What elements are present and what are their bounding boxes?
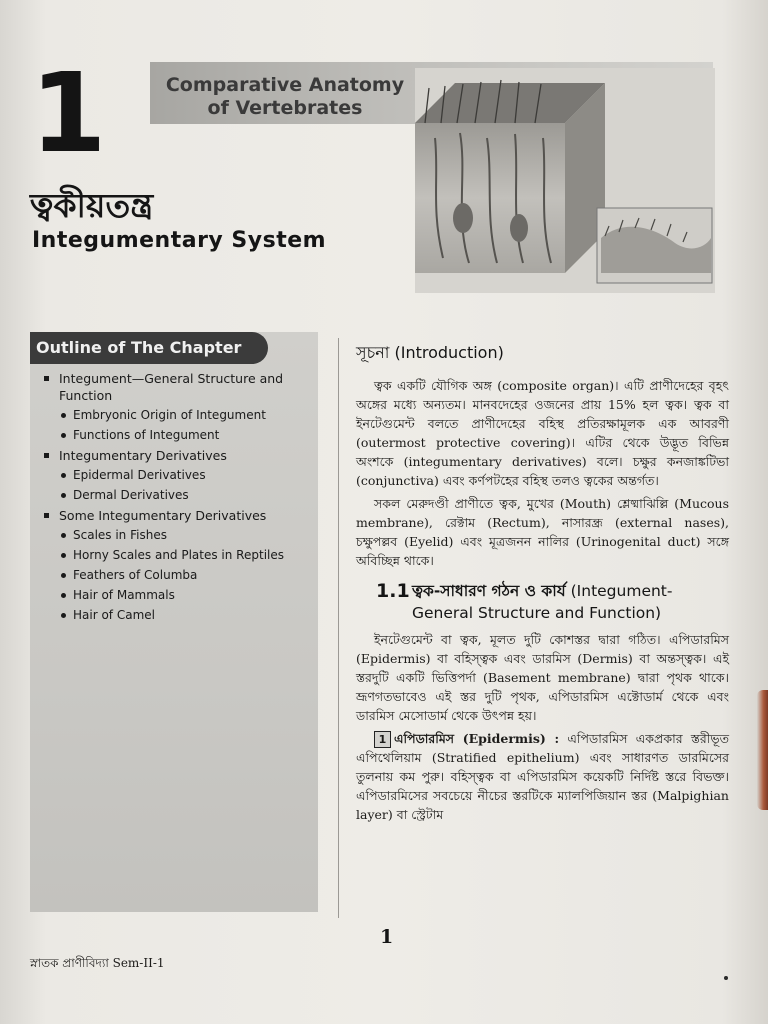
section-heading <box>356 580 729 624</box>
outline-item: Hair of Mammals <box>42 587 312 604</box>
outline-item: Some Integumentary Derivatives <box>42 507 312 524</box>
epidermis-paragraph <box>356 729 729 824</box>
outline-item: Embryonic Origin of Integument <box>42 407 312 424</box>
outline-item: Dermal Derivatives <box>42 487 312 504</box>
epidermis-text: এপিডারমিস একপ্রকার স্তরীভূত এপিথেলিয়াম (Stratified epithelium) এবং সাধারণত ডারমিসের তুলনায় কম পুরু। বহিস্ত্বক বা এপিডারমিস কয়েকটি নির্দিষ্ট স্তরে বিভক্ত। এপিডারমিসের সবচেয়ে নীচের স্তরটিকে ম্যালপিজিয়ান স্তর (Malpighian layer) বা স্ট্রেটাম <box>356 731 729 822</box>
outline-list <box>42 370 312 627</box>
outline-item: Epidermal Derivatives <box>42 467 312 484</box>
outline-item: Horny Scales and Plates in Reptiles <box>42 547 312 564</box>
bookmark-edge <box>757 690 768 810</box>
outline-item: Scales in Fishes <box>42 527 312 544</box>
book-title: Comparative Anatomy of Vertebrates <box>165 74 405 119</box>
chapter-number: 1 <box>30 49 107 177</box>
outline-item: Integumentary Derivatives <box>42 447 312 464</box>
section-paragraph-1: ইনটেগুমেন্ট বা ত্বক, মূলত দুটি কোশস্তর দ্বারা গঠিত। এপিডারমিস (Epidermis) বা বহিস্ত্বক এবং ডারমিস (Dermis) বা অন্তস্ত্বক। এই স্তরদুটি একটি ভিত্তিপর্দা (Basement membrane) দ্বারা পৃথক থাকে। ভ্রূণগতভাবেও এই স্তর দুটি পৃথক, এপিডারমিস এক্টোডার্ম থেকে এবং ডারমিস মেসোডার্ম থেকে উৎপন্ন হয়। <box>356 632 729 723</box>
chapter-outline-box <box>30 332 318 912</box>
page-footer: স্নাতক প্রাণীবিদ্যা Sem-II-1 <box>30 956 165 970</box>
epidermis-label: এপিডারমিস (Epidermis) : <box>394 731 560 746</box>
section-title <box>412 580 702 624</box>
outline-item: Integument—General Structure and Function <box>42 370 312 404</box>
section-title-english: (Integument-General Structure and Function) <box>412 582 673 622</box>
main-text-column <box>356 340 729 828</box>
chapter-title-english: Integumentary System <box>32 228 327 253</box>
intro-paragraph-2: সকল মেরুদণ্ডী প্রাণীতে ত্বক, মুখের (Mouth) শ্লেষ্মাঝিল্লি (Mucous membrane), রেক্টাম (Rectum), নাসারন্ধ্র (external nases), চক্ষুপল্লব (Eyelid) এবং মূত্রজনন নালির (Urinogenital duct) সঙ্গে অবিচ্ছিন্ন থাকে। <box>356 496 729 568</box>
introduction-heading: সূচনা (Introduction) <box>356 343 504 362</box>
ink-dot <box>724 976 728 980</box>
column-divider <box>338 338 339 918</box>
chapter-title-bengali: ত্বকীয়তন্ত্র <box>30 186 154 225</box>
intro-paragraph-1: ত্বক একটি যৌগিক অঙ্গ (composite organ)। এটি প্রাণীদেহের বৃহৎ অঙ্গের মধ্যে অন্যতম। মানবদেহের ওজনের প্রায় 15% হল ত্বক। ত্বক বা ইনটেগুমেন্ট বলতে প্রাণীদেহের বহিস্থ প্রতিরক্ষামূলক এক আবরণী (outermost protective covering)। এটির থেকে উদ্ভূত বিভিন্ন অংশকে (integumentary derivatives) বলে। চক্ষুর কনজাঙ্কটিভা (conjunctiva) এবং কর্ণপটহের বহিস্থ তলও ত্বকের অন্তর্গত। <box>356 378 729 488</box>
section-number: 1.1 <box>376 580 410 602</box>
section-title-bengali: ত্বক-সাধারণ গঠন ও কার্য <box>412 582 566 600</box>
outline-item: Functions of Integument <box>42 427 312 444</box>
outline-item: Hair of Camel <box>42 607 312 624</box>
page-number: 1 <box>380 926 394 948</box>
skin-section-illustration <box>415 68 715 293</box>
subsection-number-box: 1 <box>374 731 391 748</box>
outline-heading: Outline of The Chapter <box>30 332 268 364</box>
outline-item: Feathers of Columba <box>42 567 312 584</box>
